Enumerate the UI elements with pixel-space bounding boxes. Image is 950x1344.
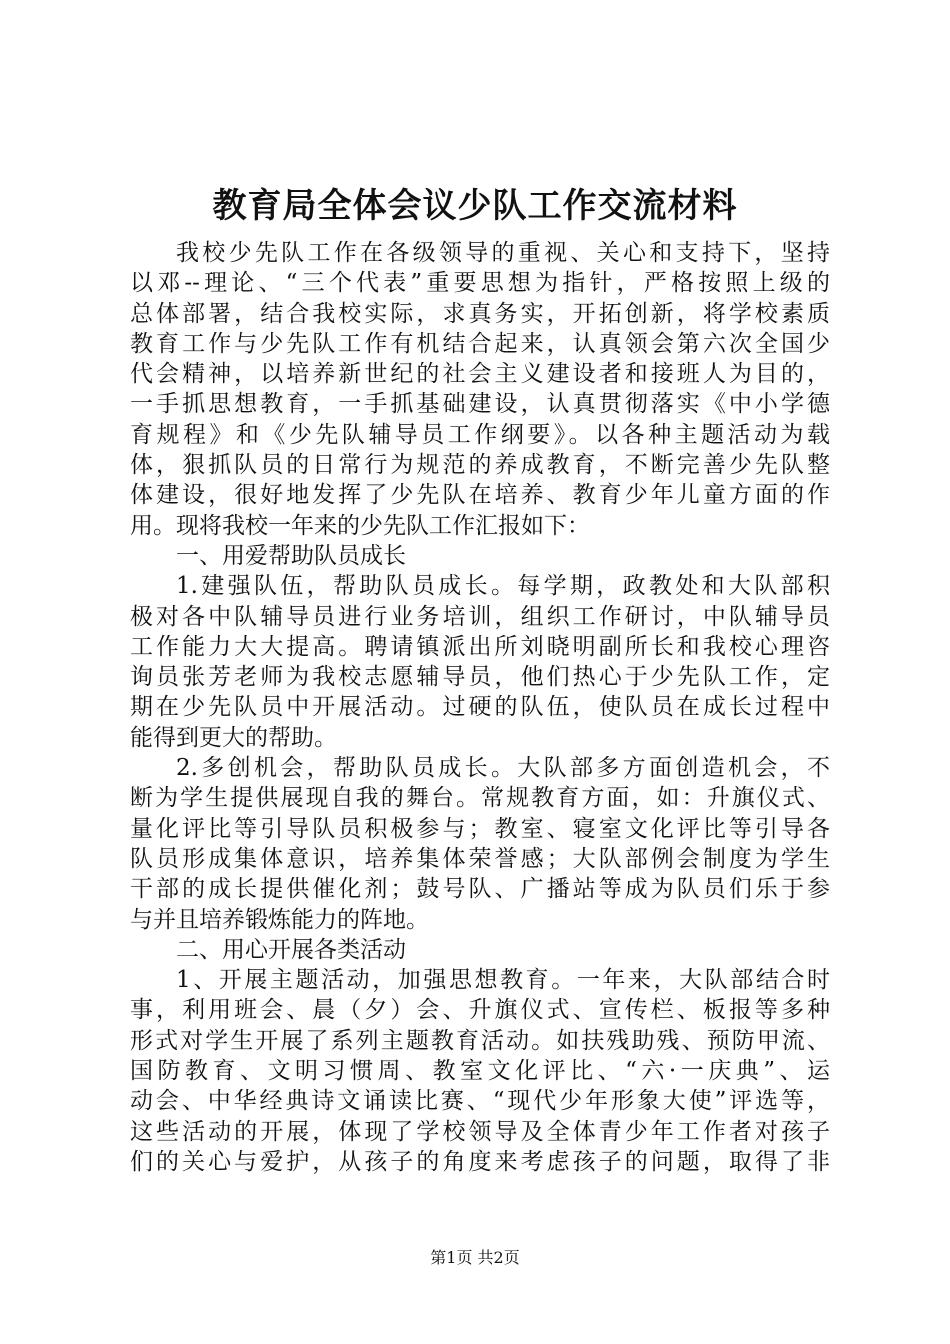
document-body [130,238,830,1177]
section-heading: 二、用心开展各类活动 [176,936,406,963]
text-line: 1.建强队伍，帮助队员成长。每学期，政教处和大队部积 [176,573,830,600]
text-line: 们的关心与爱护，从孩子的角度来考虑孩子的问题，取得了非 [130,1148,830,1175]
text-line: 总体部署，结合我校实际，求真务实，开拓创新，将学校素质 [130,300,830,327]
text-line: 国防教育、文明习惯周、教室文化评比、“六·一庆典”、运 [130,1058,830,1085]
text-line: 队员形成集体意识，培养集体荣誉感；大队部例会制度为学生 [130,845,830,872]
text-line: 询员张芳老师为我校志愿辅导员，他们热心于少先队工作，定 [130,664,830,691]
text-line: 期在少先队员中开展活动。过硬的队伍，使队员在成长过程中 [130,694,830,721]
text-line: 事，利用班会、晨（夕）会、升旗仪式、宣传栏、板报等多种 [130,997,830,1024]
text-line: 量化评比等引导队员积极参与；教室、寝室文化评比等引导各 [130,815,830,842]
text-line: 极对各中队辅导员进行业务培训，组织工作研讨，中队辅导员 [130,603,830,630]
text-line: 一手抓思想教育，一手抓基础建设，认真贯彻落实《中小学德 [130,391,830,418]
text-line: 工作能力大大提高。聘请镇派出所刘晓明副所长和我校心理咨 [130,633,830,660]
text-line: 代会精神，以培养新世纪的社会主义建设者和接班人为目的， [130,361,830,388]
text-line: 我校少先队工作在各级领导的重视、关心和支持下，坚持 [176,240,830,266]
text-line: 教育工作与少先队工作有机结合起来，认真领会第六次全国少 [130,330,830,357]
text-line: 用。现将我校一年来的少先队工作汇报如下： [130,512,590,539]
text-line: 2.多创机会，帮助队员成长。大队部多方面创造机会，不 [176,755,830,782]
document-title: 教育局全体会议少队工作交流材料 [212,186,738,226]
text-line: 育规程》和《少先队辅导员工作纲要》。以各种主题活动为载 [130,421,830,448]
text-line: 这些活动的开展，体现了学校领导及全体青少年工作者对孩子 [130,1118,830,1145]
text-line: 能得到更大的帮助。 [130,724,337,751]
text-line: 形式对学生开展了系列主题教育活动。如扶残助残、预防甲流、 [130,1027,830,1054]
text-line: 动会、中华经典诗文诵读比赛、“现代少年形象大使”评选等， [130,1088,830,1115]
text-line: 干部的成长提供催化剂；鼓号队、广播站等成为队员们乐于参 [130,876,830,903]
text-line: 断为学生提供展现自我的舞台。常规教育方面，如：升旗仪式、 [130,785,830,812]
text-line: 体建设，很好地发挥了少先队在培养、教育少年儿童方面的作 [130,482,830,509]
text-line: 1、开展主题活动，加强思想教育。一年来，大队部结合时 [176,967,830,994]
text-line: 与并且培养锻炼能力的阵地。 [130,906,429,933]
text-line: 体，狠抓队员的日常行为规范的养成教育，不断完善少先队整 [130,452,830,479]
section-heading: 一、用爱帮助队员成长 [176,542,406,569]
page-footer: 第1页 共2页 [430,1248,520,1267]
text-line: 以邓--理论、“三个代表”重要思想为指针，严格按照上级的 [130,270,830,297]
